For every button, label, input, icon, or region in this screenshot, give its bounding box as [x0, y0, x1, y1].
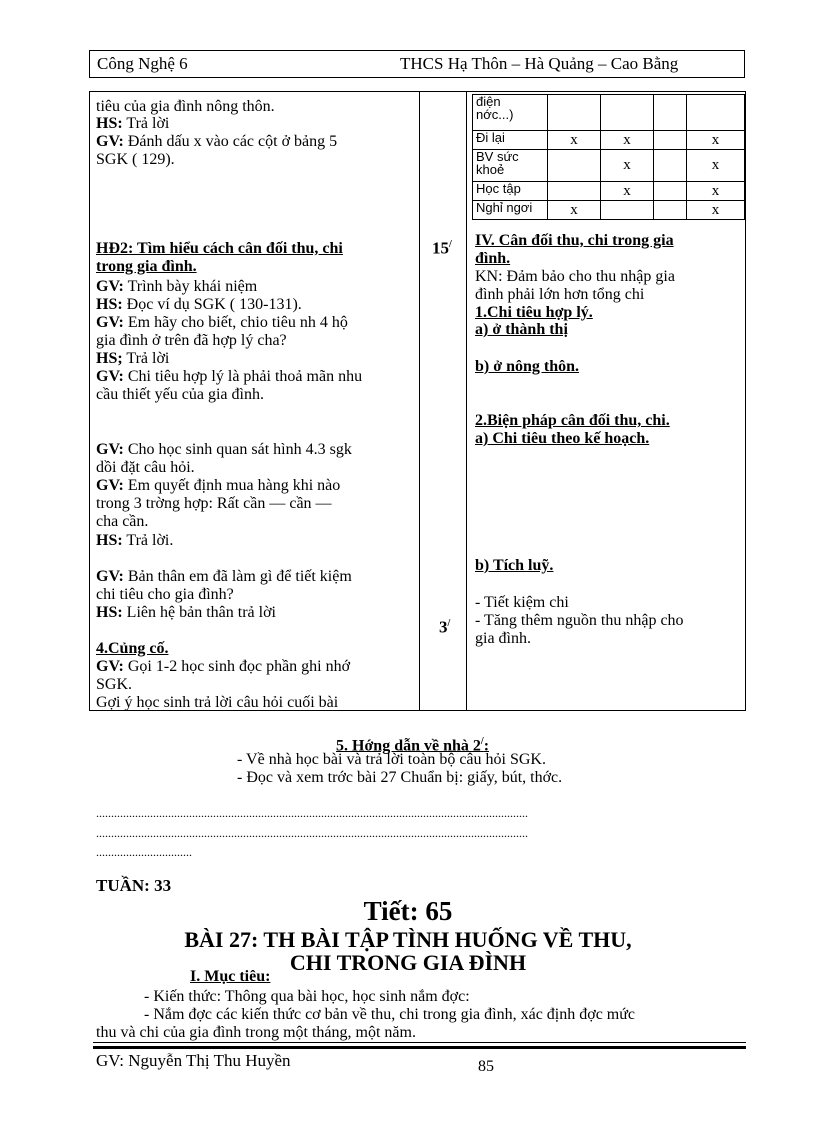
cell: x [687, 201, 745, 220]
objective-line: - Kiến thức: Thông qua bài học, học sinh nắm đợc: [144, 988, 470, 1005]
objective-line: - Nắm đợc các kiến thức cơ bản về thu, chi trong gia đình, xác định đợc mức [144, 1006, 636, 1023]
right-line: KN: Đảm bảo cho thu nhập gia [475, 268, 675, 285]
row-label: điện nớc...) [473, 95, 548, 131]
subsection: a) ở thành thị [475, 321, 568, 338]
cell [654, 182, 687, 201]
left-line: SGK ( 129). [96, 151, 175, 168]
homework-line: - Về nhà học bài và trả lời toàn bộ câu hỏi SGK. [237, 751, 546, 768]
page-number: 85 [478, 1058, 494, 1075]
right-line: - Tăng thêm nguồn thu nhập cho [475, 612, 684, 629]
objective-line: thu và chi của gia đình trong một tháng, một năm. [96, 1024, 416, 1041]
cell [548, 150, 601, 182]
section-4-title: đình. [475, 250, 511, 267]
dotted-line: ................................ [96, 845, 192, 859]
homework-title: 5. Hớng dẫn về nhà 2/: [336, 736, 490, 755]
cell [601, 95, 654, 131]
footer-teacher: GV: Nguyễn Thị Thu Huyền [96, 1051, 291, 1070]
table-row [473, 150, 745, 182]
table-divider-2 [466, 91, 467, 711]
table-row [473, 95, 745, 131]
left-line: SGK. [96, 676, 133, 693]
dotted-line: ................................................................................................................................................ [96, 826, 528, 840]
subsection: b) ở nông thôn. [475, 358, 580, 375]
cell: x [601, 182, 654, 201]
lesson-title: CHI TRONG GIA ĐÌNH [289, 950, 527, 975]
row-label: Đi lại [473, 131, 548, 150]
gv-line: GV: Bản thân em đã làm gì để tiết kiệm [96, 568, 352, 585]
cell: x [687, 182, 745, 201]
table-row [473, 182, 745, 201]
subsection: a) Chi tiêu theo kế hoạch. [475, 430, 650, 447]
left-line: dồi đặt câu hỏi. [96, 459, 195, 476]
period-title: Tiết: 65 [363, 896, 453, 926]
cell [548, 95, 601, 131]
footer-rule [93, 1042, 746, 1043]
cell: x [687, 150, 745, 182]
cell [548, 182, 601, 201]
gv-line: GV: Cho học sinh quan sát hình 4.3 sgk [96, 441, 352, 458]
cell: x [687, 131, 745, 150]
header-subject: Công Nghệ 6 [97, 54, 188, 73]
cell [654, 150, 687, 182]
right-line: - Tiết kiệm chi [475, 594, 569, 611]
time-15: 15/ [432, 238, 452, 258]
row-label: BV sức khoẻ [473, 150, 548, 182]
cell [654, 201, 687, 220]
cell: x [601, 131, 654, 150]
row-label: Nghỉ ngơi [473, 201, 548, 220]
hd2-title: HĐ2: Tìm hiểu cách cân đối thu, chi [96, 240, 343, 257]
left-line: cầu thiết yếu của gia đình. [96, 386, 264, 403]
cell [687, 95, 745, 131]
section-4-title: IV. Cân đối thu, chi trong gia [475, 232, 674, 249]
week-label: TUẦN: 33 [96, 876, 172, 895]
table-row [473, 201, 745, 220]
hs-line: HS: Trả lời [96, 115, 170, 132]
hs-line: HS; Trả lời [96, 350, 170, 367]
time-3: 3/ [439, 617, 451, 637]
left-line: tiêu của gia đình nông thôn. [96, 98, 275, 115]
cell [654, 131, 687, 150]
footer-rule [93, 1046, 746, 1049]
subsection: b) Tích luỹ. [475, 557, 554, 574]
cungco-title: 4.Củng cố. [96, 640, 169, 657]
gv-line: GV: Em hãy cho biết, chio tiêu nh 4 hộ [96, 314, 348, 331]
lesson-title: BÀI 27: TH BÀI TẬP TÌNH HUỐNG VỀ THU, [184, 927, 632, 952]
header-school: THCS Hạ Thôn – Hà Quảng – Cao Bằng [400, 54, 679, 73]
left-line: chi tiêu cho gia đình? [96, 586, 234, 603]
dotted-line: ................................................................................................................................................ [96, 806, 528, 820]
subsection: 1.Chi tiêu hợp lý. [475, 304, 593, 321]
left-line: gia đình ở trên đã hợp lý cha? [96, 332, 287, 349]
cell [654, 95, 687, 131]
gv-line: GV: Gọi 1-2 học sinh đọc phần ghi nhớ [96, 658, 351, 675]
hd2-title: trong gia đình. [96, 258, 197, 275]
gv-line: GV: Chi tiêu hợp lý là phải thoả mãn nhu [96, 368, 363, 385]
left-line: Gợi ý học sinh trả lời câu hỏi cuối bài [96, 694, 339, 710]
homework-line: - Đọc và xem trớc bài 27 Chuẩn bị: giấy, bút, thớc. [237, 769, 563, 786]
cell: x [548, 131, 601, 150]
cell: x [548, 201, 601, 220]
hs-line: HS: Trả lời. [96, 532, 174, 549]
hs-line: HS: Liên hệ bản thân trả lời [96, 604, 276, 621]
right-line: gia đình. [475, 630, 531, 647]
table-5 [472, 94, 745, 220]
cell: x [601, 150, 654, 182]
cell [601, 201, 654, 220]
row-label: Học tập [473, 182, 548, 201]
right-line: đình phải lớn hơn tổng chi [475, 286, 645, 303]
gv-line: GV: Trình bày khái niệm [96, 278, 258, 295]
subsection: 2.Biện pháp cân đối thu, chi. [475, 412, 670, 429]
left-line: trong 3 trờng hợp: Rất cần — cần — [96, 495, 332, 512]
left-line: cha cần. [96, 513, 149, 530]
table-row [473, 131, 745, 150]
objectives-title: I. Mục tiêu: [190, 968, 271, 985]
table-divider-1 [419, 91, 420, 711]
gv-line: GV: Đánh dấu x vào các cột ở bảng 5 [96, 133, 338, 150]
hs-line: HS: Đọc ví dụ SGK ( 130-131). [96, 296, 302, 313]
gv-line: GV: Em quyết định mua hàng khi nào [96, 477, 341, 494]
